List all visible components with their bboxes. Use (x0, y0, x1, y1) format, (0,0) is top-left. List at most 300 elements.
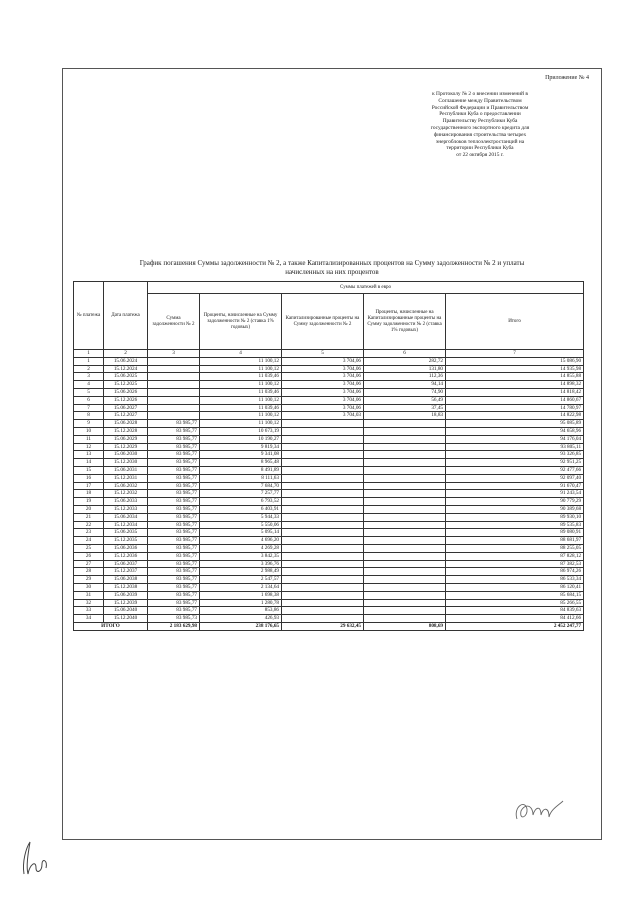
payment-number-cell: 7 (74, 404, 104, 412)
payment-date-cell: 15.06.2027 (104, 404, 148, 412)
interest-amount-cell: 10 673,19 (200, 427, 282, 435)
capitalized-interest-cell (282, 583, 364, 591)
payment-number-cell: 8 (74, 412, 104, 420)
debt-amount-cell: 83 985,77 (148, 498, 200, 506)
debt-amount-cell: 83 985,77 (148, 599, 200, 607)
payment-number-cell: 12 (74, 443, 104, 451)
payment-date-cell: 15.06.2025 (104, 373, 148, 381)
title-line: График погашения Суммы задолженности № 2, а также Капитализированных процентов на Сумму задолженности № 2 и уплаты (139, 259, 525, 267)
payment-date-cell: 15.06.2038 (104, 576, 148, 584)
header-payment-date: Дата платежа (104, 282, 148, 350)
payment-number-cell: 18 (74, 490, 104, 498)
debt-amount-cell: 83 985,77 (148, 591, 200, 599)
payment-date-cell: 15.12.2039 (104, 599, 148, 607)
interest-on-capitalized-cell (364, 537, 446, 545)
header-interest-on-capitalized: Проценты, начисленные на Капитализированные проценты на Сумму задолженности № 2 (ставка 1% годовых) (364, 294, 446, 350)
capitalized-interest-cell (282, 529, 364, 537)
interest-amount-cell: 2 547,57 (200, 576, 282, 584)
debt-amount-cell: 83 985,77 (148, 521, 200, 529)
debt-amount-cell: 83 985,77 (148, 607, 200, 615)
table-row (74, 466, 584, 474)
table-row (74, 498, 584, 506)
debt-amount-cell: 83 985,77 (148, 552, 200, 560)
interest-on-capitalized-cell (364, 560, 446, 568)
table-row (74, 474, 584, 482)
debt-amount-cell: 83 985,77 (148, 583, 200, 591)
capitalized-interest-cell (282, 537, 364, 545)
payment-date-cell: 15.12.2028 (104, 427, 148, 435)
total-row (74, 622, 584, 630)
payment-date-cell: 15.06.2037 (104, 560, 148, 568)
interest-amount-cell: 10 190,27 (200, 435, 282, 443)
table-row (74, 443, 584, 451)
payment-number-cell: 27 (74, 560, 104, 568)
column-number: 3 (148, 350, 200, 358)
interest-amount-cell: 7 257,77 (200, 490, 282, 498)
payment-date-cell: 15.12.2036 (104, 552, 148, 560)
payment-date-cell: 15.12.2033 (104, 505, 148, 513)
payment-schedule-table (73, 281, 584, 631)
payment-date-cell: 15.12.2027 (104, 412, 148, 420)
interest-on-capitalized-cell (364, 459, 446, 467)
capitalized-interest-cell (282, 490, 364, 498)
interest-amount-cell: 3 842,35 (200, 552, 282, 560)
payment-date-cell: 15.06.2032 (104, 482, 148, 490)
capitalized-interest-cell (282, 607, 364, 615)
table-row (74, 451, 584, 459)
table-row (74, 459, 584, 467)
capitalized-interest-cell (282, 576, 364, 584)
column-number-row (74, 350, 584, 358)
total-amount-cell: 84 839,63 (446, 607, 584, 615)
capitalized-interest-cell: 3 704,06 (282, 365, 364, 373)
capitalized-interest-cell: 3 704,06 (282, 357, 364, 365)
total-amount-cell: 89 930,10 (446, 513, 584, 521)
capitalized-interest-cell: 3 704,06 (282, 388, 364, 396)
payment-date-cell: 15.12.2034 (104, 521, 148, 529)
interest-on-capitalized-cell: 56,49 (364, 396, 446, 404)
debt-amount-cell: 83 985,77 (148, 482, 200, 490)
total-amount-cell: 14 818,42 (446, 388, 584, 396)
interest-on-capitalized-cell (364, 521, 446, 529)
debt-amount-cell: 83 985,73 (148, 615, 200, 623)
interest-amount-cell: 9 341,08 (200, 451, 282, 459)
payment-number-cell: 33 (74, 607, 104, 615)
payment-date-cell: 15.12.2025 (104, 381, 148, 389)
payment-number-cell: 21 (74, 513, 104, 521)
debt-amount-cell: 83 985,77 (148, 490, 200, 498)
payment-number-cell: 20 (74, 505, 104, 513)
payment-number-cell: 3 (74, 373, 104, 381)
debt-amount-cell: 83 985,77 (148, 427, 200, 435)
total-interest: 238 176,65 (200, 622, 282, 630)
debt-amount-cell: 83 985,77 (148, 544, 200, 552)
protocol-line: Республики Куба о предоставлении (439, 111, 521, 118)
header-debt-amount: Сумма задолженности № 2 (148, 294, 200, 350)
payment-number-cell: 30 (74, 583, 104, 591)
payment-number-cell: 13 (74, 451, 104, 459)
debt-amount-cell (148, 388, 200, 396)
payment-number-cell: 28 (74, 568, 104, 576)
payment-date-cell: 15.12.2032 (104, 490, 148, 498)
debt-amount-cell: 83 985,77 (148, 576, 200, 584)
total-amount-cell: 14 935,98 (446, 365, 584, 373)
interest-amount-cell: 11 100,12 (200, 420, 282, 428)
interest-amount-cell: 11 039,46 (200, 388, 282, 396)
debt-amount-cell: 83 985,77 (148, 443, 200, 451)
payment-date-cell: 15.12.2030 (104, 459, 148, 467)
table-row (74, 576, 584, 584)
interest-amount-cell: 8 965,48 (200, 459, 282, 467)
interest-on-capitalized-cell (364, 466, 446, 474)
protocol-line: Российской Федерации и Правительством (431, 104, 529, 111)
table-row (74, 607, 584, 615)
table-row (74, 381, 584, 389)
interest-on-capitalized-cell (364, 615, 446, 623)
total-amount-cell: 90 779,29 (446, 498, 584, 506)
total-amount-cell: 93 326,85 (446, 451, 584, 459)
payment-date-cell: 15.06.2040 (104, 607, 148, 615)
interest-on-capitalized-cell: 18,83 (364, 412, 446, 420)
debt-amount-cell: 83 985,77 (148, 560, 200, 568)
protocol-line: к Протоколу № 2 о внесении изменений в (432, 91, 528, 97)
debt-amount-cell: 83 985,77 (148, 505, 200, 513)
debt-amount-cell: 83 985,77 (148, 466, 200, 474)
interest-amount-cell: 11 039,46 (200, 373, 282, 381)
capitalized-interest-cell (282, 513, 364, 521)
interest-on-capitalized-cell (364, 451, 446, 459)
payment-number-cell: 16 (74, 474, 104, 482)
payment-number-cell: 4 (74, 381, 104, 389)
interest-on-capitalized-cell (364, 576, 446, 584)
interest-on-capitalized-cell (364, 552, 446, 560)
capitalized-interest-cell (282, 459, 364, 467)
header-total: Итого (446, 294, 584, 350)
capitalized-interest-cell (282, 420, 364, 428)
interest-amount-cell: 5 944,33 (200, 513, 282, 521)
total-amount-cell: 91 243,54 (446, 490, 584, 498)
column-number: 7 (446, 350, 584, 358)
payment-date-cell: 15.06.2029 (104, 435, 148, 443)
table-row (74, 427, 584, 435)
total-amount-cell: 14 898,32 (446, 381, 584, 389)
capitalized-interest-cell (282, 427, 364, 435)
column-number: 2 (104, 350, 148, 358)
table-row (74, 583, 584, 591)
total-amount-cell: 92 097,40 (446, 474, 584, 482)
interest-amount-cell: 2 988,49 (200, 568, 282, 576)
interest-on-capitalized-cell (364, 591, 446, 599)
total-amount-cell: 14 855,88 (446, 373, 584, 381)
debt-amount-cell: 83 985,77 (148, 451, 200, 459)
interest-on-capitalized-cell (364, 420, 446, 428)
table-row (74, 568, 584, 576)
payment-date-cell: 15.12.2038 (104, 583, 148, 591)
payment-number-cell: 11 (74, 435, 104, 443)
capitalized-interest-cell (282, 599, 364, 607)
interest-on-capitalized-cell: 112,36 (364, 373, 446, 381)
payment-number-cell: 22 (74, 521, 104, 529)
table-row (74, 529, 584, 537)
table-row (74, 505, 584, 513)
document-title (63, 259, 601, 277)
total-amount-cell: 87 382,53 (446, 560, 584, 568)
interest-on-capitalized-cell (364, 607, 446, 615)
table-row (74, 412, 584, 420)
capitalized-interest-cell (282, 568, 364, 576)
header-amounts-group: Суммы платежей в евро (148, 282, 584, 294)
table-row (74, 537, 584, 545)
payment-number-cell: 23 (74, 529, 104, 537)
table-row (74, 420, 584, 428)
payment-date-cell: 15.12.2035 (104, 537, 148, 545)
total-amount-cell: 89 080,91 (446, 529, 584, 537)
table-row (74, 404, 584, 412)
total-amount-cell: 89 535,83 (446, 521, 584, 529)
total-amount-cell: 85 266,55 (446, 599, 584, 607)
interest-on-capitalized-cell (364, 498, 446, 506)
total-amount-cell: 14 860,67 (446, 396, 584, 404)
interest-amount-cell: 8 111,63 (200, 474, 282, 482)
interest-amount-cell: 5 095,14 (200, 529, 282, 537)
interest-amount-cell: 11 039,46 (200, 404, 282, 412)
column-number: 6 (364, 350, 446, 358)
payment-date-cell: 15.12.2024 (104, 365, 148, 373)
capitalized-interest-cell (282, 544, 364, 552)
interest-amount-cell: 853,86 (200, 607, 282, 615)
capitalized-interest-cell (282, 521, 364, 529)
debt-amount-cell (148, 396, 200, 404)
table-row (74, 435, 584, 443)
table-row (74, 599, 584, 607)
payment-date-cell: 15.12.2031 (104, 474, 148, 482)
payment-number-cell: 5 (74, 388, 104, 396)
interest-amount-cell: 4 696,20 (200, 537, 282, 545)
table-row (74, 513, 584, 521)
total-amount-cell: 86 974,26 (446, 568, 584, 576)
interest-on-capitalized-cell (364, 474, 446, 482)
capitalized-interest-cell (282, 505, 364, 513)
total-amount-cell: 87 828,12 (446, 552, 584, 560)
payment-number-cell: 6 (74, 396, 104, 404)
capitalized-interest-cell: 3 704,06 (282, 404, 364, 412)
protocol-line: энергоблоков теплоэлектростанций на (435, 138, 525, 145)
interest-on-capitalized-cell: 131,80 (364, 365, 446, 373)
table-row (74, 490, 584, 498)
total-amount-cell: 94 176,04 (446, 435, 584, 443)
payment-number-cell: 1 (74, 357, 104, 365)
payment-number-cell: 17 (74, 482, 104, 490)
interest-on-capitalized-cell (364, 443, 446, 451)
total-sum: 2 452 247,77 (446, 622, 584, 630)
interest-on-capitalized-cell (364, 435, 446, 443)
protocol-line: государственного экспортного кредита для (430, 124, 530, 131)
total-amount-cell: 92 951,25 (446, 459, 584, 467)
payment-date-cell: 15.06.2031 (104, 466, 148, 474)
column-number: 5 (282, 350, 364, 358)
debt-amount-cell: 83 985,77 (148, 513, 200, 521)
payment-number-cell: 14 (74, 459, 104, 467)
total-amount-cell: 85 684,15 (446, 591, 584, 599)
capitalized-interest-cell (282, 552, 364, 560)
interest-amount-cell: 1 698,38 (200, 591, 282, 599)
interest-amount-cell: 11 100,12 (200, 365, 282, 373)
interest-amount-cell: 11 100,12 (200, 396, 282, 404)
payment-date-cell: 15.06.2034 (104, 513, 148, 521)
payment-number-cell: 29 (74, 576, 104, 584)
table-row (74, 365, 584, 373)
table-row (74, 396, 584, 404)
interest-amount-cell: 11 100,12 (200, 381, 282, 389)
capitalized-interest-cell (282, 482, 364, 490)
payment-date-cell: 15.06.2024 (104, 357, 148, 365)
column-number: 4 (200, 350, 282, 358)
debt-amount-cell: 83 985,77 (148, 474, 200, 482)
interest-on-capitalized-cell (364, 529, 446, 537)
capitalized-interest-cell: 3 704,03 (282, 412, 364, 420)
debt-amount-cell: 83 985,77 (148, 529, 200, 537)
total-amount-cell: 92 477,66 (446, 466, 584, 474)
total-debt: 2 183 629,98 (148, 622, 200, 630)
capitalized-interest-cell (282, 443, 364, 451)
protocol-reference (365, 91, 595, 159)
interest-amount-cell: 8 491,89 (200, 466, 282, 474)
capitalized-interest-cell (282, 466, 364, 474)
interest-on-capitalized-cell: 37,45 (364, 404, 446, 412)
capitalized-interest-cell (282, 560, 364, 568)
interest-amount-cell: 7 684,70 (200, 482, 282, 490)
protocol-line: Соглашение между Правительством (438, 97, 522, 104)
column-number: 1 (74, 350, 104, 358)
interest-amount-cell: 9 819,34 (200, 443, 282, 451)
total-capitalized: 29 632,45 (282, 622, 364, 630)
debt-amount-cell (148, 404, 200, 412)
capitalized-interest-cell (282, 591, 364, 599)
interest-on-capitalized-cell (364, 583, 446, 591)
total-label: ИТОГО (74, 622, 148, 630)
payment-date-cell: 15.06.2028 (104, 420, 148, 428)
table-row (74, 615, 584, 623)
interest-on-capitalized-cell (364, 544, 446, 552)
protocol-line: территории Республики Куба (446, 145, 514, 152)
payment-number-cell: 2 (74, 365, 104, 373)
document-page (62, 68, 602, 840)
capitalized-interest-cell (282, 451, 364, 459)
interest-on-capitalized-cell (364, 599, 446, 607)
interest-amount-cell: 11 100,12 (200, 357, 282, 365)
payment-number-cell: 32 (74, 599, 104, 607)
interest-amount-cell: 1 280,78 (200, 599, 282, 607)
table-row (74, 544, 584, 552)
title-line: начисленных на них процентов (285, 268, 379, 276)
table-row (74, 482, 584, 490)
payment-date-cell: 15.06.2033 (104, 498, 148, 506)
payment-date-cell: 15.06.2030 (104, 451, 148, 459)
payment-date-cell: 15.12.2026 (104, 396, 148, 404)
interest-on-capitalized-cell (364, 490, 446, 498)
capitalized-interest-cell: 3 704,06 (282, 396, 364, 404)
payment-number-cell: 19 (74, 498, 104, 506)
total-amount-cell: 84 412,66 (446, 615, 584, 623)
table-row (74, 591, 584, 599)
interest-amount-cell: 3 396,76 (200, 560, 282, 568)
payment-number-cell: 26 (74, 552, 104, 560)
payment-date-cell: 15.06.2026 (104, 388, 148, 396)
debt-amount-cell: 83 985,77 (148, 420, 200, 428)
total-amount-cell: 90 389,68 (446, 505, 584, 513)
protocol-line: финансирования строительства четырех (433, 131, 527, 138)
handwritten-initials (511, 795, 571, 827)
interest-on-capitalized-cell (364, 568, 446, 576)
capitalized-interest-cell (282, 435, 364, 443)
total-amount-cell: 95 085,89 (446, 420, 584, 428)
total-amount-cell: 93 805,11 (446, 443, 584, 451)
payment-date-cell: 15.06.2036 (104, 544, 148, 552)
header-capitalized-interest: Капитализированные проценты на Сумму задолженности № 2 (282, 294, 364, 350)
table-row (74, 521, 584, 529)
debt-amount-cell: 83 985,77 (148, 435, 200, 443)
interest-amount-cell: 6 403,91 (200, 505, 282, 513)
total-amount-cell: 14 780,97 (446, 404, 584, 412)
table-row (74, 357, 584, 365)
capitalized-interest-cell (282, 615, 364, 623)
appendix-label: Приложение № 4 (545, 75, 589, 81)
interest-on-capitalized-cell: 282,72 (364, 357, 446, 365)
capitalized-interest-cell: 3 704,06 (282, 381, 364, 389)
total-amount-cell: 88 255,05 (446, 544, 584, 552)
payment-number-cell: 24 (74, 537, 104, 545)
payment-date-cell: 15.12.2029 (104, 443, 148, 451)
debt-amount-cell (148, 373, 200, 381)
debt-amount-cell: 83 985,77 (148, 459, 200, 467)
interest-on-capitalized-cell (364, 513, 446, 521)
interest-on-capitalized-cell (364, 427, 446, 435)
interest-amount-cell: 11 100,12 (200, 412, 282, 420)
payment-number-cell: 31 (74, 591, 104, 599)
total-interest-capitalized: 808,69 (364, 622, 446, 630)
total-amount-cell: 91 670,47 (446, 482, 584, 490)
payment-number-cell: 25 (74, 544, 104, 552)
payment-number-cell: 10 (74, 427, 104, 435)
debt-amount-cell: 83 985,77 (148, 537, 200, 545)
interest-amount-cell: 2 134,64 (200, 583, 282, 591)
payment-number-cell: 34 (74, 615, 104, 623)
header-interest: Проценты, начисленные на Сумму задолженности № 2 (ставка 1% годовых) (200, 294, 282, 350)
total-amount-cell: 86 533,34 (446, 576, 584, 584)
interest-on-capitalized-cell (364, 505, 446, 513)
payment-date-cell: 15.06.2035 (104, 529, 148, 537)
protocol-line: от 22 октября 2015 г. (456, 152, 504, 159)
interest-amount-cell: 426,93 (200, 615, 282, 623)
debt-amount-cell (148, 412, 200, 420)
debt-amount-cell (148, 357, 200, 365)
capitalized-interest-cell: 3 704,06 (282, 373, 364, 381)
table-row (74, 373, 584, 381)
protocol-line: Правительству Республики Куба (442, 118, 518, 125)
total-amount-cell: 14 822,98 (446, 412, 584, 420)
payment-number-cell: 15 (74, 466, 104, 474)
payment-number-cell: 9 (74, 420, 104, 428)
table-row (74, 388, 584, 396)
debt-amount-cell (148, 381, 200, 389)
debt-amount-cell: 83 985,77 (148, 568, 200, 576)
interest-on-capitalized-cell: 74,90 (364, 388, 446, 396)
total-amount-cell: 15 086,90 (446, 357, 584, 365)
payment-date-cell: 15.12.2040 (104, 615, 148, 623)
capitalized-interest-cell (282, 498, 364, 506)
table-row (74, 560, 584, 568)
capitalized-interest-cell (282, 474, 364, 482)
